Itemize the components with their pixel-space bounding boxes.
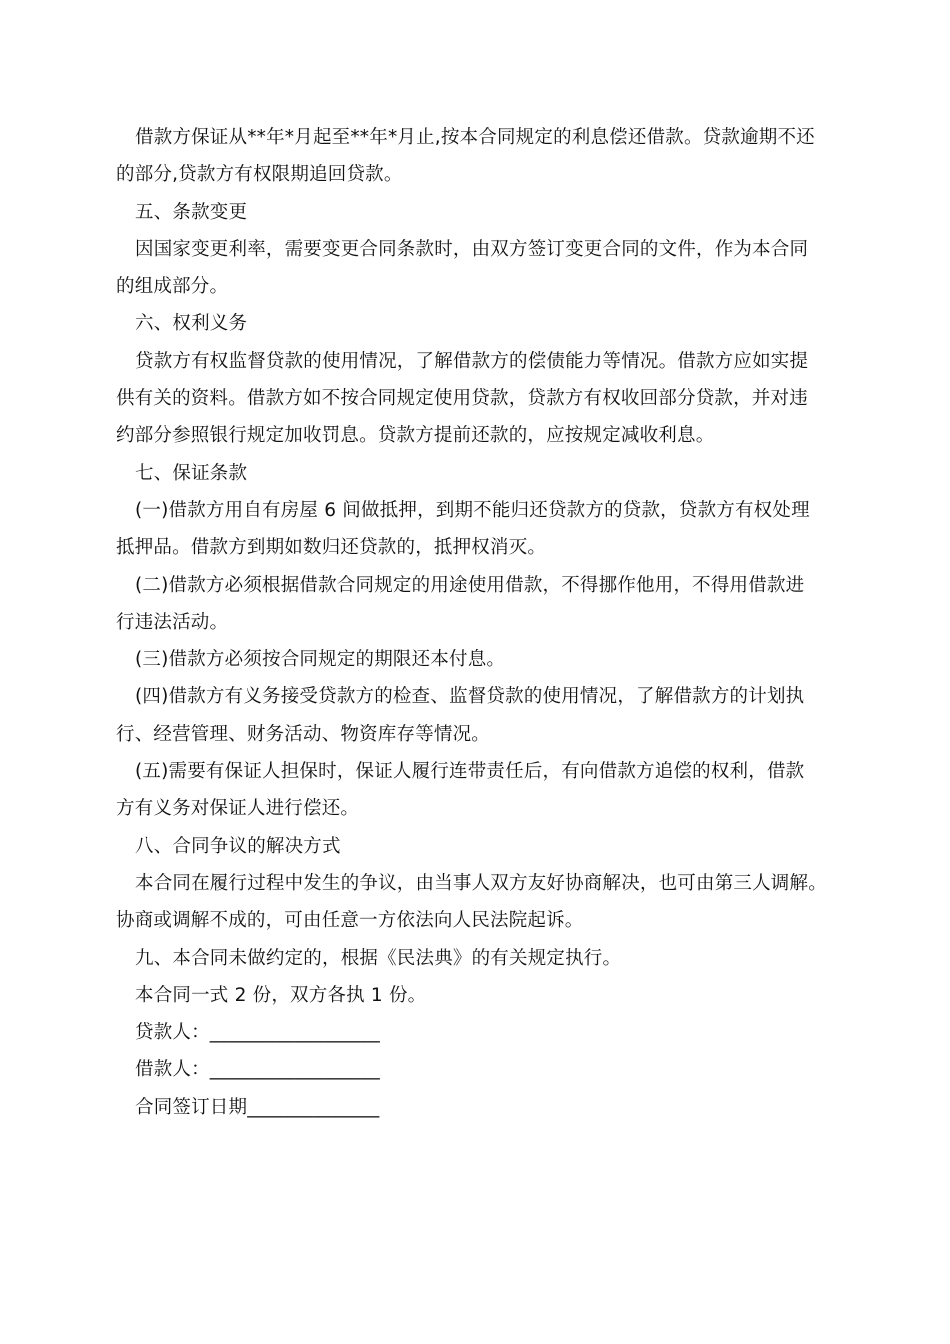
- paragraph-line: (一)借款方用自有房屋 6 间做抵押，到期不能归还贷款方的贷款，贷款方有权处理: [135, 499, 810, 521]
- paragraph-line: 方有义务对保证人进行偿还。: [116, 798, 360, 820]
- section-heading: 九、本合同未做约定的，根据《民法典》的有关规定执行。: [135, 947, 622, 969]
- paragraph-line: 协商或调解不成的，可由任意一方依法向人民法院起诉。: [116, 910, 584, 932]
- section-heading: 八、合同争议的解决方式: [135, 835, 341, 857]
- paragraph-line: 因国家变更利率，需要变更合同条款时，由双方签订变更合同的文件，作为本合同: [135, 238, 809, 260]
- section-heading: 七、保证条款: [135, 462, 248, 484]
- paragraph-line: 行违法活动。: [116, 611, 229, 633]
- paragraph-line: 行、经营管理、财务活动、物资库存等情况。: [116, 723, 491, 745]
- paragraph-line: (五)需要有保证人担保时，保证人履行连带责任后，有向借款方追偿的权利，借款: [135, 761, 805, 783]
- paragraph-line: 的组成部分。: [116, 276, 229, 298]
- copies-note: 本合同一式 2 份，双方各执 1 份。: [135, 984, 427, 1006]
- borrower-signature-line: 借款人：__________________: [135, 1059, 380, 1081]
- section-heading: 六、权利义务: [135, 313, 248, 335]
- section-heading: 五、条款变更: [135, 201, 248, 223]
- paragraph-line: (三)借款方必须按合同规定的期限还本付息。: [135, 649, 506, 671]
- paragraph-line: (四)借款方有义务接受贷款方的检查、监督贷款的使用情况，了解借款方的计划执: [135, 686, 805, 708]
- signing-date-line: 合同签订日期______________: [135, 1096, 380, 1118]
- paragraph-line: 贷款方有权监督贷款的使用情况，了解借款方的偿债能力等情况。借款方应如实提: [135, 350, 809, 372]
- paragraph-line: 抵押品。借款方到期如数归还贷款的，抵押权消灭。: [116, 537, 547, 559]
- lender-signature-line: 贷款人：__________________: [135, 1022, 380, 1044]
- paragraph-line: (二)借款方必须根据借款合同规定的用途使用借款，不得挪作他用，不得用借款进: [135, 574, 805, 596]
- paragraph-line: 约部分参照银行规定加收罚息。贷款方提前还款的，应按规定减收利息。: [116, 425, 715, 447]
- paragraph-line: 供有关的资料。借款方如不按合同规定使用贷款，贷款方有权收回部分贷款，并对违: [116, 388, 808, 410]
- paragraph-line: 借款方保证从**年*月起至**年*月止,按本合同规定的利息偿还借款。贷款逾期不还: [135, 127, 815, 148]
- paragraph-line: 的部分,贷款方有权限期追回贷款。: [116, 164, 403, 186]
- paragraph-line: 本合同在履行过程中发生的争议，由当事人双方友好协商解决，也可由第三人调解。: [135, 872, 827, 894]
